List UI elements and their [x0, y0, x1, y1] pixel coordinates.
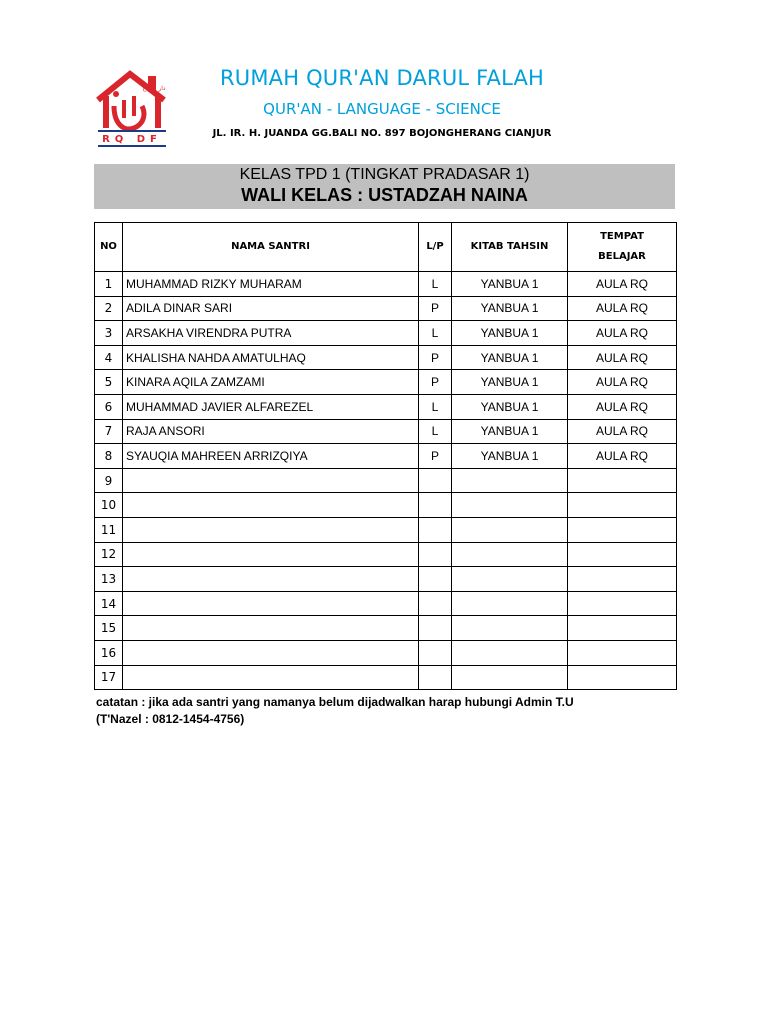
cell-name [123, 665, 419, 690]
cell-lp: L [419, 394, 452, 419]
cell-kitab [452, 640, 568, 665]
cell-kitab: YANBUA 1 [452, 272, 568, 297]
cell-kitab [452, 665, 568, 690]
cell-no: 4 [95, 345, 123, 370]
cell-name: KHALISHA NAHDA AMATULHAQ [123, 345, 419, 370]
cell-kitab [452, 591, 568, 616]
cell-no: 12 [95, 542, 123, 567]
header-no: NO [95, 223, 123, 272]
class-banner [94, 164, 675, 209]
header-tempat-line2: BELAJAR [598, 251, 646, 262]
cell-name [123, 616, 419, 641]
cell-lp: P [419, 370, 452, 395]
table-row [95, 272, 677, 297]
table-row [95, 542, 677, 567]
cell-kitab [452, 493, 568, 518]
cell-lp [419, 591, 452, 616]
table-row [95, 567, 677, 592]
cell-lp [419, 640, 452, 665]
cell-no: 14 [95, 591, 123, 616]
cell-name [123, 542, 419, 567]
cell-name [123, 468, 419, 493]
header-tempat [568, 223, 677, 272]
cell-kitab [452, 616, 568, 641]
cell-tempat: AULA RQ [568, 394, 677, 419]
cell-name: RAJA ANSORI [123, 419, 419, 444]
cell-tempat [568, 542, 677, 567]
table-row [95, 321, 677, 346]
cell-lp: P [419, 345, 452, 370]
cell-lp [419, 493, 452, 518]
footer-note [96, 694, 696, 728]
cell-tempat [568, 591, 677, 616]
table-row [95, 665, 677, 690]
cell-no: 5 [95, 370, 123, 395]
cell-tempat [568, 567, 677, 592]
table-row [95, 468, 677, 493]
cell-name: MUHAMMAD RIZKY MUHARAM [123, 272, 419, 297]
cell-tempat: AULA RQ [568, 444, 677, 469]
logo-arabic: دار الفلاح [142, 85, 166, 92]
cell-name [123, 493, 419, 518]
cell-kitab: YANBUA 1 [452, 394, 568, 419]
table-row [95, 419, 677, 444]
cell-lp [419, 567, 452, 592]
logo-text: RQ DF [102, 134, 162, 145]
cell-no: 9 [95, 468, 123, 493]
org-title: RUMAH QUR'AN DARUL FALAH [219, 66, 545, 90]
cell-kitab [452, 542, 568, 567]
cell-name [123, 640, 419, 665]
cell-tempat [568, 468, 677, 493]
cell-name: MUHAMMAD JAVIER ALFAREZEL [123, 394, 419, 419]
cell-lp: P [419, 444, 452, 469]
cell-lp [419, 468, 452, 493]
cell-kitab [452, 468, 568, 493]
cell-tempat: AULA RQ [568, 321, 677, 346]
cell-tempat [568, 517, 677, 542]
org-address: JL. IR. H. JUANDA GG.BALI NO. 897 BOJONGHERANG CIANJUR [212, 128, 552, 139]
table-header-row [95, 223, 677, 272]
cell-no: 8 [95, 444, 123, 469]
cell-kitab: YANBUA 1 [452, 345, 568, 370]
cell-no: 7 [95, 419, 123, 444]
table-row [95, 345, 677, 370]
table-row [95, 493, 677, 518]
cell-kitab [452, 517, 568, 542]
cell-name [123, 517, 419, 542]
table-row [95, 616, 677, 641]
cell-no: 2 [95, 296, 123, 321]
table-row [95, 394, 677, 419]
cell-lp: L [419, 419, 452, 444]
cell-no: 15 [95, 616, 123, 641]
cell-lp [419, 665, 452, 690]
cell-name: ARSAKHA VIRENDRA PUTRA [123, 321, 419, 346]
cell-lp: L [419, 272, 452, 297]
table-row [95, 444, 677, 469]
org-tagline: QUR'AN - LANGUAGE - SCIENCE [263, 100, 501, 118]
table-row [95, 370, 677, 395]
roster-table [94, 222, 677, 690]
cell-kitab: YANBUA 1 [452, 321, 568, 346]
cell-no: 13 [95, 567, 123, 592]
cell-tempat: AULA RQ [568, 345, 677, 370]
cell-tempat [568, 616, 677, 641]
logo [94, 66, 172, 156]
cell-no: 11 [95, 517, 123, 542]
cell-lp [419, 542, 452, 567]
cell-no: 10 [95, 493, 123, 518]
cell-tempat: AULA RQ [568, 296, 677, 321]
cell-tempat: AULA RQ [568, 419, 677, 444]
header-kitab: KITAB TAHSIN [452, 223, 568, 272]
cell-tempat [568, 493, 677, 518]
cell-kitab: YANBUA 1 [452, 419, 568, 444]
cell-tempat: AULA RQ [568, 272, 677, 297]
cell-tempat [568, 640, 677, 665]
cell-kitab: YANBUA 1 [452, 444, 568, 469]
header-tempat-line1: TEMPAT [600, 231, 644, 242]
cell-kitab: YANBUA 1 [452, 296, 568, 321]
table-row [95, 591, 677, 616]
cell-name: ADILA DINAR SARI [123, 296, 419, 321]
cell-no: 16 [95, 640, 123, 665]
cell-no: 17 [95, 665, 123, 690]
cell-lp: P [419, 296, 452, 321]
cell-name [123, 567, 419, 592]
cell-name [123, 591, 419, 616]
note-line-1: catatan : jika ada santri yang namanya belum dijadwalkan harap hubungi Admin T.U [96, 695, 574, 709]
cell-kitab: YANBUA 1 [452, 370, 568, 395]
cell-kitab [452, 567, 568, 592]
table-row [95, 640, 677, 665]
class-name: KELAS TPD 1 (TINGKAT PRADASAR 1) [239, 166, 530, 183]
cell-lp [419, 616, 452, 641]
cell-no: 1 [95, 272, 123, 297]
cell-tempat: AULA RQ [568, 370, 677, 395]
cell-lp [419, 517, 452, 542]
class-teacher: WALI KELAS : USTADZAH NAINA [241, 185, 528, 205]
header-lp: L/P [419, 223, 452, 272]
table-row [95, 517, 677, 542]
note-line-2: (T'Nazel : 0812-1454-4756) [96, 712, 245, 726]
cell-no: 3 [95, 321, 123, 346]
header-name: NAMA SANTRI [123, 223, 419, 272]
cell-no: 6 [95, 394, 123, 419]
table-row [95, 296, 677, 321]
cell-name: SYAUQIA MAHREEN ARRIZQIYA [123, 444, 419, 469]
cell-lp: L [419, 321, 452, 346]
cell-name: KINARA AQILA ZAMZAMI [123, 370, 419, 395]
cell-tempat [568, 665, 677, 690]
